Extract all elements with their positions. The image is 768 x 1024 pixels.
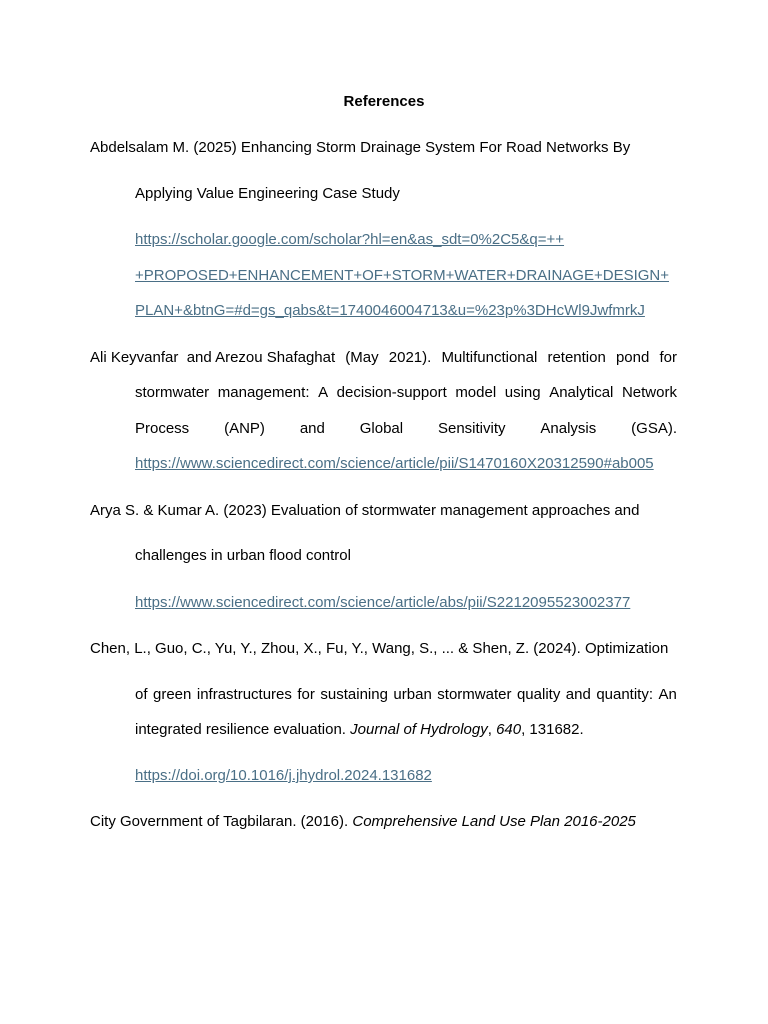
ref1-line1: Abdelsalam M. (2025) Enhancing Storm Drainage System For Road Networks By [90, 139, 631, 156]
ref2-w5: pond [615, 349, 650, 366]
ref4-l2-w7: stormwater [437, 686, 512, 703]
ref4-l2-w1: of [135, 686, 148, 703]
ref5-text: City Government of Tagbilaran. (2016). [90, 813, 353, 830]
ref4-line3 [135, 721, 584, 739]
ref4-text-a: integrated resilience evaluation. [135, 721, 351, 738]
ref5-line1 [90, 813, 636, 831]
ref2-l2-w2: management: [217, 384, 310, 401]
ref2-line1 [90, 349, 677, 367]
ref4-journal: Journal of Hydrology [350, 721, 488, 738]
ref2-authors: Ali Keyvanfar and Arezou Shafaghat [90, 349, 336, 366]
ref4-l2-w9: and [565, 686, 591, 703]
ref1-url-line3[interactable] [135, 302, 645, 320]
ref2-l2-w4: decision-support [336, 384, 447, 401]
ref2-l3-w5: Sensitivity [437, 420, 506, 437]
ref4-l2-w5: sustaining [320, 686, 388, 703]
ref1-line2: Applying Value Engineering Case Study [135, 185, 400, 202]
ref4-l2-w2: green [153, 686, 192, 703]
ref4-url-line[interactable] [135, 767, 432, 785]
ref1-url-line1[interactable] [135, 231, 564, 249]
ref2-l2-w8: Network [621, 384, 677, 401]
ref3-url-line[interactable] [135, 594, 630, 612]
ref3-line1: Arya S. & Kumar A. (2023) Evaluation of stormwater management approaches and [90, 502, 640, 519]
ref2-w2: 2021). [388, 349, 432, 366]
references-heading: References [343, 93, 425, 110]
ref2-l3-w7: (GSA). [631, 420, 677, 437]
ref2-l2-w6: using [504, 384, 541, 401]
ref2-l3-w2: (ANP) [224, 420, 265, 437]
ref4-line1: Chen, L., Guo, C., Yu, Y., Zhou, X., Fu, Y., Wang, S., ... & Shen, Z. (2024). Optimization [90, 640, 669, 657]
ref2-line2 [135, 384, 677, 402]
ref4-l2-w8: quality [516, 686, 561, 703]
ref2-w6: for [659, 349, 677, 366]
ref4-link[interactable]: https://doi.org/10.1016/j.jhydrol.2024.131682 [135, 767, 432, 784]
ref2-link[interactable]: https://www.sciencedirect.com/science/article/pii/S1470160X20312590#ab005 [135, 455, 654, 472]
ref2-l2-w7: Analytical [549, 384, 614, 401]
ref2-l3-w1: Process [135, 420, 190, 437]
ref4-l2-w3: infrastructures [196, 686, 292, 703]
ref2-w3: Multifunctional [441, 349, 538, 366]
ref4-l2-w11: An [658, 686, 677, 703]
ref4-l2-w6: urban [393, 686, 432, 703]
ref5-title: Comprehensive Land Use Plan 2016-2025 [352, 813, 636, 830]
ref2-l2-w3: A [318, 384, 329, 401]
ref4-text-c: , 131682. [521, 721, 584, 738]
ref4-line2 [135, 686, 677, 704]
ref2-l3-w4: Global [359, 420, 404, 437]
ref1-link-part3[interactable]: PLAN+&btnG=#d=gs_qabs&t=1740046004713&u=%23p%3DHcWl9JwfmrkJ [135, 302, 645, 319]
ref2-l3-w3: and [299, 420, 325, 437]
ref3-line2: challenges in urban flood control [135, 547, 351, 564]
ref2-l3-w6: Analysis [540, 420, 597, 437]
ref2-l2-w1: stormwater [135, 384, 210, 401]
ref4-text-b: , [487, 721, 497, 738]
ref4-l2-w10: quantity: [596, 686, 654, 703]
ref1-link-part1[interactable]: https://scholar.google.com/scholar?hl=en&as_sdt=0%2C5&q=++ [135, 231, 565, 248]
ref2-line3 [135, 420, 677, 438]
ref1-url-line2[interactable] [135, 267, 669, 285]
ref2-w1: (May [345, 349, 379, 366]
ref3-link[interactable]: https://www.sciencedirect.com/science/article/abs/pii/S2212095523002377 [135, 594, 631, 611]
ref4-volume: 640 [496, 721, 522, 738]
ref2-url-line[interactable] [135, 455, 654, 473]
ref2-l2-w5: model [455, 384, 497, 401]
ref1-link-part2[interactable]: +PROPOSED+ENHANCEMENT+OF+STORM+WATER+DRAINAGE+DESIGN+ [135, 267, 670, 284]
ref2-w4: retention [547, 349, 606, 366]
ref4-l2-w4: for [297, 686, 315, 703]
